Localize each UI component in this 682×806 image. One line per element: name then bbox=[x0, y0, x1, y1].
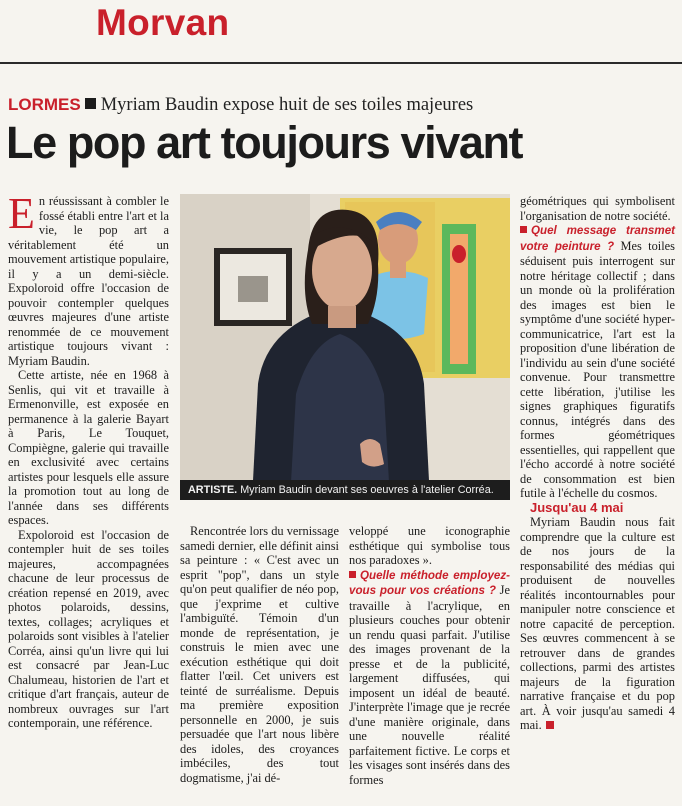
kicker-square-icon bbox=[85, 98, 96, 109]
drop-cap: E bbox=[8, 189, 35, 238]
lead-paragraph bbox=[8, 189, 169, 368]
kicker-place: LORMES bbox=[8, 95, 81, 114]
subheading: Jusqu'au 4 mai bbox=[530, 499, 624, 515]
artist-photo bbox=[180, 194, 510, 500]
interview-answer bbox=[520, 223, 675, 501]
photo-illustration bbox=[180, 194, 510, 500]
article-column-4 bbox=[520, 194, 675, 733]
caption-label: ARTISTE. bbox=[188, 484, 238, 496]
header-rule bbox=[0, 62, 682, 64]
lead-paragraph-text: n réussissant à combler le fossé établi entre l'art et la vie, le pop art a véritablement été un mouvement artistique populaire, il y a un demi-siècle. Expoloroid offre l'occasion de pouvoir contempler quelques œuvres majeures d'une artiste renommée de ce mouvement artistique toujours vivant : Myriam Baudin. bbox=[8, 194, 169, 368]
question-text: Quel message transmet votre peinture ? bbox=[520, 224, 675, 253]
kicker bbox=[8, 95, 473, 116]
kicker-text: Myriam Baudin expose huit de ses toiles majeures bbox=[100, 95, 474, 115]
question-square-icon bbox=[349, 571, 356, 578]
article-column-2 bbox=[180, 524, 339, 785]
caption-text: Myriam Baudin devant ses oeuvres à l'atelier Corréa. bbox=[240, 484, 494, 496]
interview-answer bbox=[349, 568, 510, 788]
question-text: Quelle méthode employez-vous pour vos créations ? bbox=[349, 568, 510, 597]
headline: Le pop art toujours vivant bbox=[6, 117, 523, 168]
article-column-1 bbox=[8, 189, 169, 731]
answer-text: Je travaille à l'acrylique, en plusieurs couches pour obtenir un rendu quasi parfait. J'utilise des images provenant de la presse et de la publicité, largement diffusées, qui imposent un idéal de beauté. J'interprète l'image que je recrée d'une manière originale, dans une nouvelle réalité parfaitement fictive. Le corps et les visages sont insérés dans des formes bbox=[349, 583, 510, 787]
article-column-3 bbox=[349, 524, 510, 787]
question-square-icon bbox=[520, 226, 527, 233]
paragraph: Expoloroid est l'occasion de contempler huit de ses toiles majeures, accompagnées chacune de leur processus de création repensé en 2019, avec photos polaroids, dessins, textes, collages; acryliques et polaroids sont visibles à l'atelier Corréa, ainsi qu'un livre qui lui est consacré par Jean-Luc Chalumeau, historien de l'art et critique d'art français, auteur de nombreux ouvrages sur l'art contemporain, une référence. bbox=[8, 527, 169, 730]
final-paragraph-text: Myriam Baudin nous fait comprendre que la culture est de nos jours de la responsabilité des médias qui produisent de nouvelles réalités incontournables pour manipuler notre conscience et notre capacité de perception. Ses œuvres commencent à se retrouver dans de grandes collections, parmi des artistes majeurs de la figuration narrative française et du pop art. À voir jusqu'au samedi 4 mai. bbox=[520, 515, 675, 732]
answer-text: Mes toiles séduisent puis interrogent sur notre héritage collectif ; dans un monde où la prolifération des images est bien le symptôme d'une société hyper-communicatrice, l'art est la proposition d'une libération de l'individu au sein d'une société convenue. Pour transmettre cette libération, j'utilise les signes graphiques figuratifs connus, intégrés dans des formes géométriques essentielles, qui rappellent que l'écho accordé à notre société de consommation est bien futile à l'échelle du cosmos. bbox=[520, 238, 675, 500]
photo-caption bbox=[180, 480, 510, 500]
end-square-icon bbox=[546, 721, 554, 729]
final-paragraph bbox=[520, 515, 675, 733]
paragraph: Cette artiste, née en 1968 à Senlis, qui vit et travaille à Ermenonville, est exposée en permanence à la galerie Bayart à Paris, Le Touquet, Compiègne, galerie qui travaille en exclusivité avec certains artistes pour lesquels elle assure la promotion tout au long de l'année dans ses différents espaces. bbox=[8, 368, 169, 527]
paragraph: géométriques qui symbolisent l'organisation de notre société. bbox=[520, 194, 675, 223]
interview-question bbox=[349, 569, 510, 598]
paragraph: Rencontrée lors du vernissage samedi dernier, elle définit ainsi sa peinture : « C'est avec un esprit "pop", dans un style qu'on peut qualifier de néo pop, que j'exprime et cultive l'ambiguïté. Témoin d'un monde de représentation, je construis le mien avec une exécution esthétique qui doit flatter l'œil. Cet univers est teinté de surréalisme. Depuis ma première exposition personnelle en 2000, je suis persuadée que l'art nous libère des idoles, des croyances imbéciles, des tout dogmatisme, j'ai dé- bbox=[180, 524, 339, 785]
section-title: Morvan bbox=[96, 2, 230, 43]
paragraph: veloppé une iconographie esthétique qui symbolise tous nos paradoxes ». bbox=[349, 524, 510, 567]
